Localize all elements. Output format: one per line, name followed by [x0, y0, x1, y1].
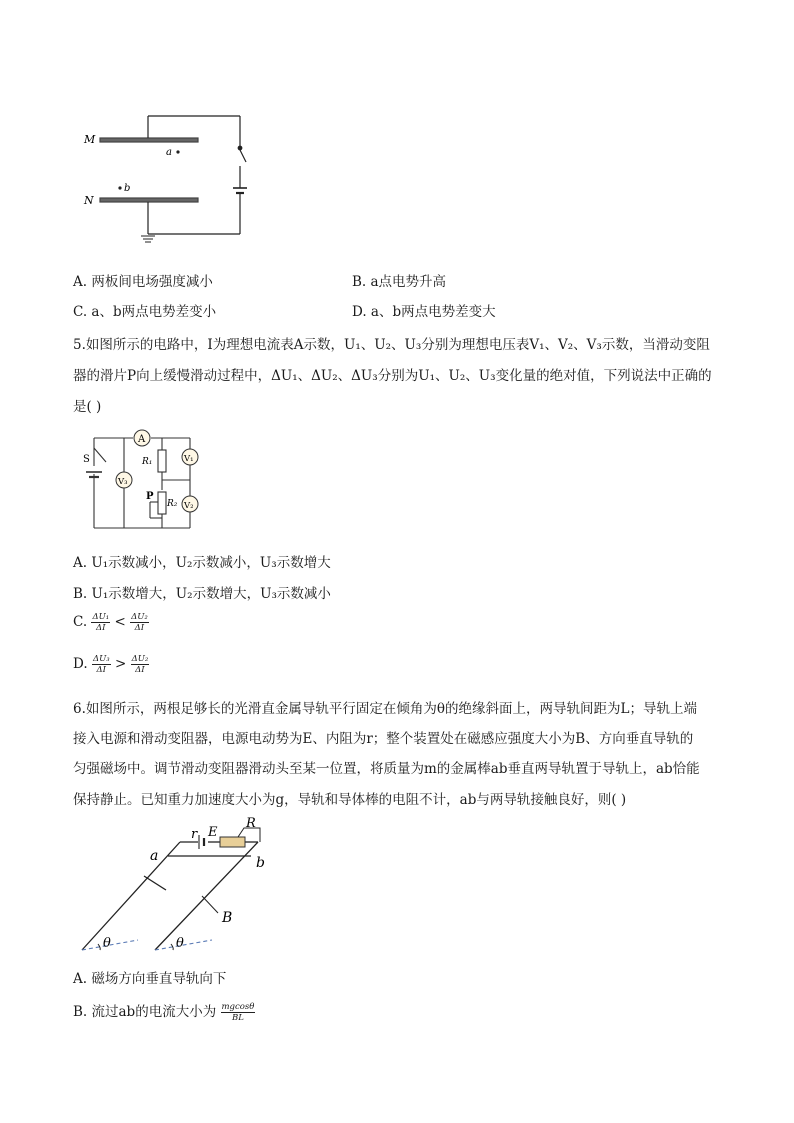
emf-e-label: E [208, 825, 218, 840]
q4-option-a: A. 两板间电场强度减小 [73, 274, 213, 290]
point-b-label: b [256, 855, 265, 871]
point-a-label: a [166, 147, 172, 158]
q6-option-b: B. 流过ab的电流大小为 $\frac{mgcos\theta}{BL}$ [73, 1002, 255, 1023]
q5-option-b: B. U₁示数增大，U₂示数增大，U₃示数减小 [73, 586, 331, 602]
capacitor-figure [80, 108, 260, 248]
q5-stem-line-2: 器的滑片P向上缓慢滑动过程中，ΔU₁、ΔU₂、ΔU₃分别为U₁、U₂、U₃变化量的绝对值，下列说法中正确的 [73, 368, 712, 384]
q6-option-a: A. 磁场方向垂直导轨向下 [73, 971, 227, 987]
plate-m-label: M [84, 133, 96, 146]
v1-label: V₁ [184, 454, 194, 464]
point-a-label: a [150, 848, 159, 864]
q5-stem-line-3: 是( ) [73, 399, 102, 415]
q4-option-b: B. a点电势升高 [352, 274, 447, 290]
v2-label: V₂ [184, 501, 194, 511]
q5-option-d: D. $\frac{\text{ΔU₃}}{\Delta I}$ > $\frac{\text{ΔU₂}}{\Delta I}$ [73, 654, 149, 675]
rheostat-r-label: R [246, 816, 256, 831]
slider-p-label: P [146, 491, 154, 502]
q6-stem-line-1: 6.如图所示，两根足够长的光滑直金属导轨平行固定在倾角为θ的绝缘斜面上，两导轨间距为L；导轨上端 [73, 701, 697, 717]
q5-option-a: A. U₁示数减小，U₂示数减小，U₃示数增大 [73, 555, 331, 571]
plate-n-label: N [84, 194, 94, 207]
q5-option-c: C. $\frac{\text{ΔU₁}}{\Delta I}$ < $\frac{\text{ΔU₂}}{\Delta I}$ [73, 612, 148, 633]
v3-label: V₃ [118, 477, 128, 487]
internal-r-label: r [191, 827, 198, 842]
angle-theta-right: θ [176, 936, 184, 951]
angle-theta-left: θ [103, 936, 111, 951]
q5-stem-line-1: 5.如图所示的电路中，I为理想电流表A示数，U₁、U₂、U₃分别为理想电压表V₁、V₂、V₃示数，当滑动变阻 [73, 337, 710, 353]
q4-option-d: D. a、b两点电势差变大 [352, 304, 496, 320]
q4-option-c: C. a、b两点电势差变小 [73, 304, 217, 320]
q6-stem-line-3: 匀强磁场中。调节滑动变阻器滑动头至某一位置，将质量为m的金属棒ab垂直两导轨置于导轨上，ab恰能 [73, 761, 700, 777]
r1-label: R₁ [142, 457, 153, 467]
ammeter-label: A [138, 434, 146, 445]
q6-stem-line-2: 接入电源和滑动变阻器，电源电动势为E、内阻为r；整个装置处在磁感应强度大小为B、方向垂直导轨的 [73, 731, 694, 747]
switch-label: S [83, 454, 90, 465]
rail-figure [70, 812, 280, 962]
point-b-label: b [124, 183, 131, 194]
r2-label: R₂ [167, 499, 178, 509]
field-b-label: B [222, 910, 233, 926]
circuit-figure [78, 422, 218, 534]
q6-stem-line-4: 保持静止。已知重力加速度大小为g，导轨和导体棒的电阻不计，ab与两导轨接触良好，则( ) [73, 792, 627, 808]
